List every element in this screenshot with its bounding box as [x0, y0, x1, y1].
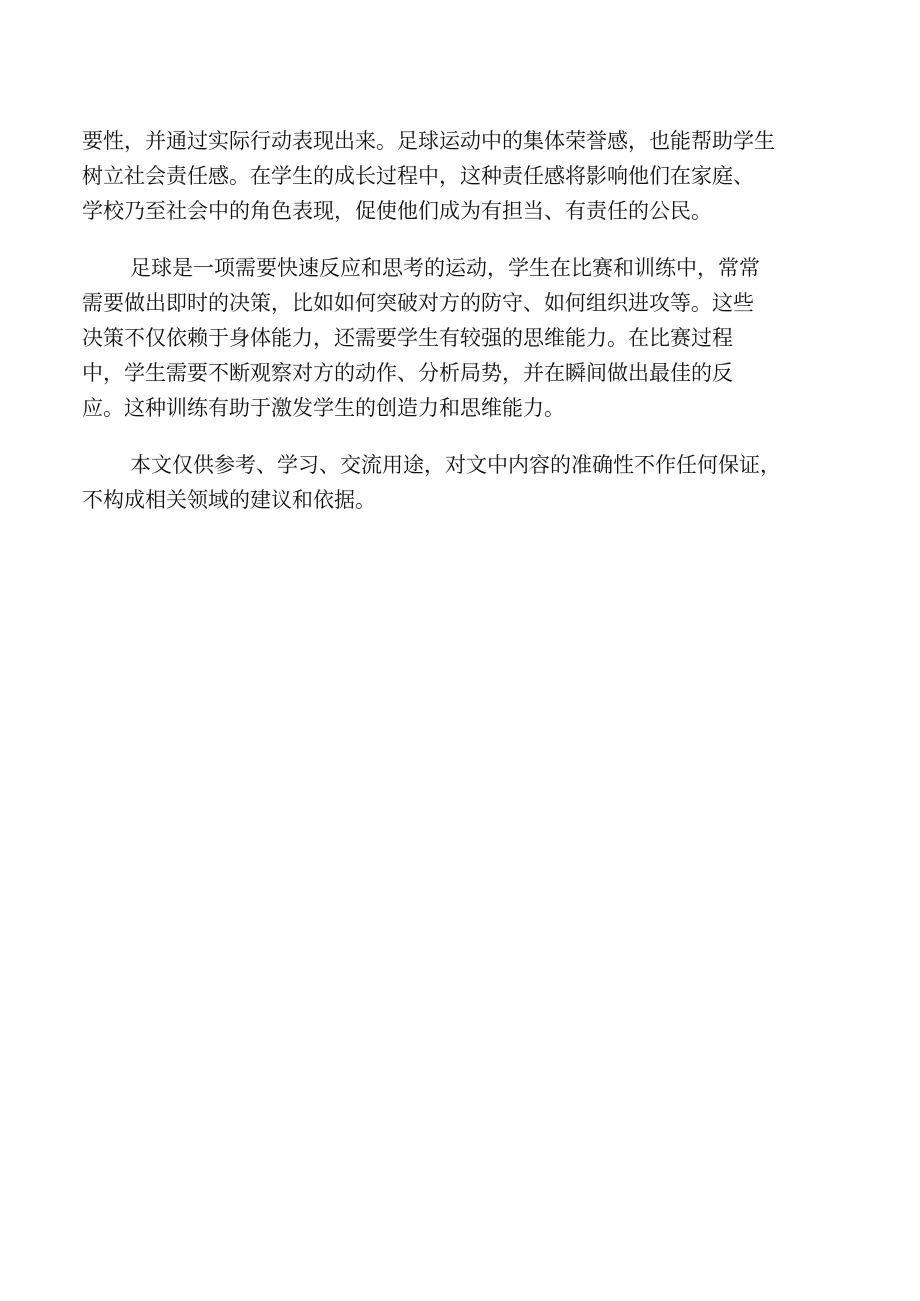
paragraph-1: [82, 124, 842, 229]
paragraph-line: 足球是一项需要快速反应和思考的运动，学生在比赛和训练中，常常: [130, 256, 760, 280]
paragraph-line: 要性，并通过实际行动表现出来。足球运动中的集体荣誉感，也能帮助学生: [82, 129, 775, 153]
paragraph-2: [82, 251, 842, 426]
paragraph-line: 需要做出即时的决策，比如如何突破对方的防守、如何组织进攻等。这些: [82, 291, 754, 315]
paragraph-line: 决策不仅依赖于身体能力，还需要学生有较强的思维能力。在比赛过程: [82, 326, 733, 350]
paragraph-line: 本文仅供参考、学习、交流用途，对文中内容的准确性不作任何保证，: [130, 453, 781, 477]
paragraph-line: 树立社会责任感。在学生的成长过程中，这种责任感将影响他们在家庭、: [82, 164, 754, 188]
document-body: [82, 124, 842, 540]
paragraph-line: 不构成相关领域的建议和依据。: [82, 488, 376, 512]
paragraph-line: 中，学生需要不断观察对方的动作、分析局势，并在瞬间做出最佳的反: [82, 361, 733, 385]
paragraph-line: 学校乃至社会中的角色表现，促使他们成为有担当、有责任的公民。: [82, 199, 712, 223]
paragraph-line: 应。这种训练有助于激发学生的创造力和思维能力。: [82, 396, 565, 420]
disclaimer-paragraph: [82, 448, 842, 518]
